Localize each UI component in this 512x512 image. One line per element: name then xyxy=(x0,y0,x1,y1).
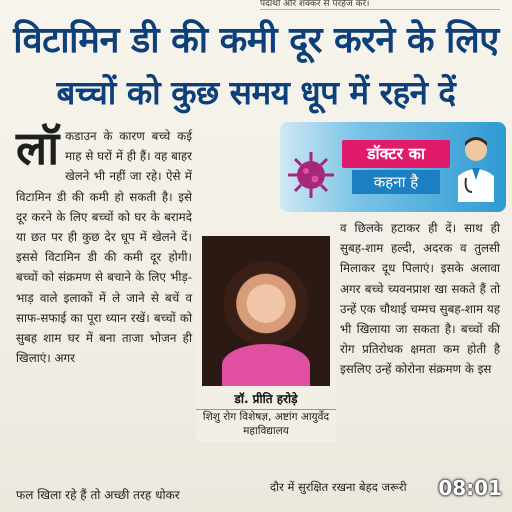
top-strip-text: पदार्थों और शक्कर से परहेज करें। xyxy=(260,0,370,9)
banner-subtitle: कहना है xyxy=(352,170,440,194)
doctor-icon xyxy=(454,132,498,202)
video-timestamp: 08:01 xyxy=(438,476,502,500)
photo-shoulders xyxy=(222,344,310,386)
top-strip xyxy=(260,0,500,10)
article-column-1-text: कडाउन के कारण बच्चे कई माह से घरों में ही हैं। वह बाहर खेलने भी नहीं जा रहे। ऐसे में विटामिन डी की कमी हो सकती है। इसे दूर करने के लिए बच्चों को घर के बरामदे या छत पर ही कुछ देर धूप में खेलने दें। इससे विटामिन डी की कमी दूर होगी। बच्चों को संक्रमण से बचाने के लिए भीड़-भाड़ वाले इलाकों में ले जाने से बचें व साफ-सफाई का पूरा ध्यान रखें। बच्चों को सुबह शाम घर में बना ताजा भोजन ही खिलाएं। अगर xyxy=(16,129,192,366)
photo-caption-role: शिशु रोग विशेषज्ञ, अष्टांग आयुर्वेद महाविद्यालय xyxy=(202,411,330,437)
banner-title: डॉक्टर का xyxy=(342,140,450,168)
headline-line-2: बच्चों को कुछ समय धूप में रहने दें xyxy=(56,73,456,112)
virus-icon xyxy=(284,148,338,202)
article-bottom-right: दौर में सुरक्षित रखना बेहद जरूरी xyxy=(270,480,407,494)
article-bottom-left: फल खिला रहे हैं तो अच्छी तरह धोकर xyxy=(16,488,180,502)
drop-cap: लॉ xyxy=(16,121,60,175)
article-column-2: व छिलके हटाकर ही दें। साथ ही सुबह-शाम हल्दी, अदरक व तुलसी मिलाकर दूध पिलाएं। इसके अलावा अगर बच्चे च्यवनप्राश खा सकते हैं तो उन्हें एक चौथाई चम्मच सुबह-शाम यह भी खिलाया जा सकता है। बच्चों की रोग प्रतिरोधक क्षमता कम होती है इसलिए उन्हें कोरोना संक्रमण के इस xyxy=(340,221,500,377)
headline-line-1: विटामिन डी की कमी दूर करने के लिए xyxy=(13,20,499,61)
doctor-photo-box xyxy=(196,232,336,442)
top-rule xyxy=(260,9,500,10)
doctor-says-banner xyxy=(280,122,506,212)
doctor-photo xyxy=(202,236,330,386)
photo-caption-name: डॉ. प्रीति हरोड़े xyxy=(196,390,336,410)
article-column-1 xyxy=(16,121,192,368)
